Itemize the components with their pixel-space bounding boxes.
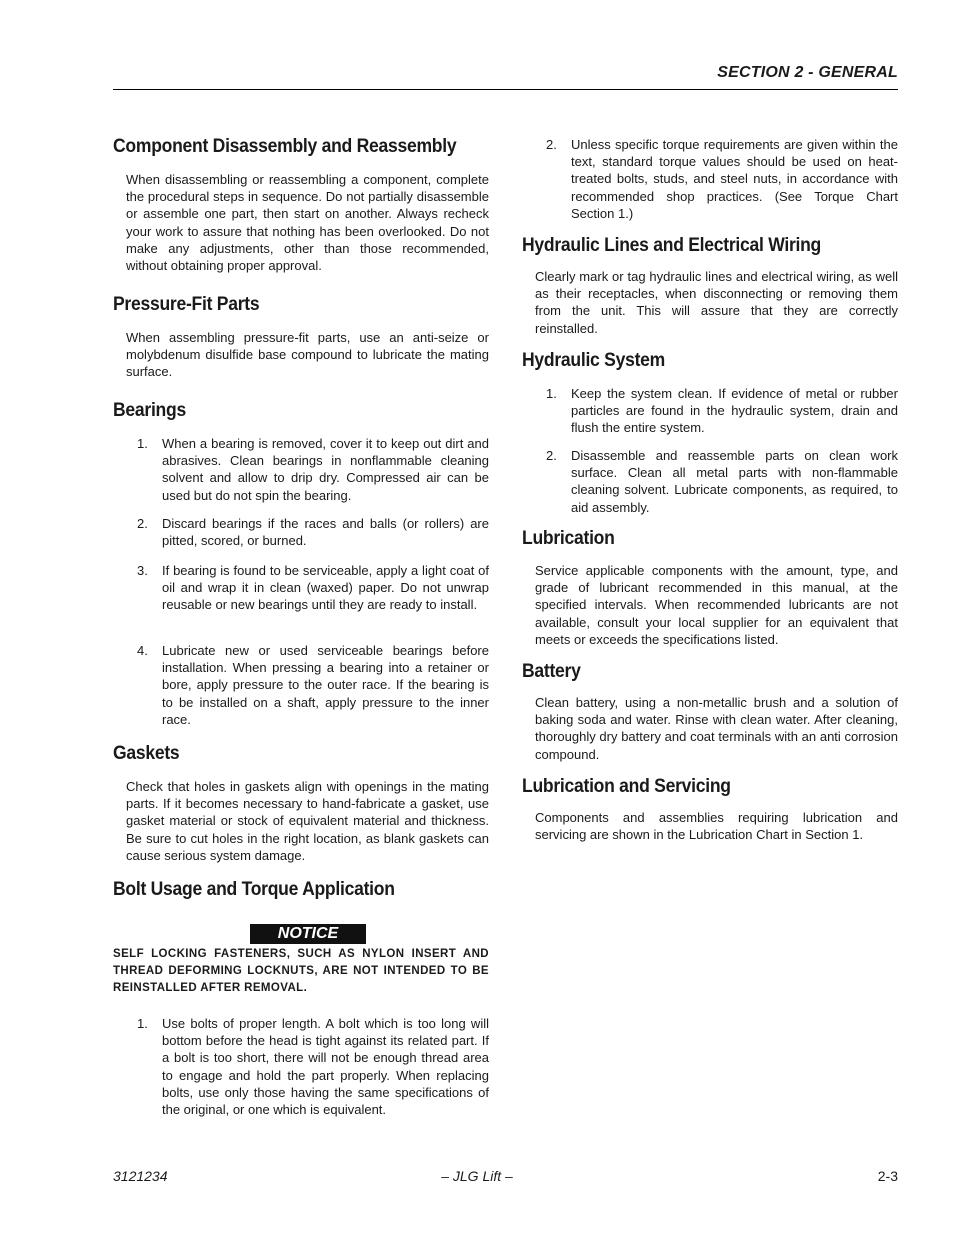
footer-center: – JLG Lift – [441, 1168, 513, 1184]
notice-text: SELF LOCKING FASTENERS, SUCH AS NYLON INSERT AND THREAD DEFORMING LOCKNUTS, ARE NOT INTENDED TO BE REINSTALLED AFTER REMOVAL. [113, 948, 489, 995]
list-number: 2. [546, 448, 557, 463]
list-number: 3. [137, 563, 148, 578]
heading-lube-servicing: Lubrication and Servicing [522, 775, 731, 797]
para-hydraulic-lines: Clearly mark or tag hydraulic lines and electrical wiring, as well as their receptacles, when disconnecting or removing them from the unit. This will assure that they are correctly reinstalled. [535, 269, 898, 336]
heading-hydraulic-lines: Hydraulic Lines and Electrical Wiring [522, 234, 822, 256]
list-number: 4. [137, 643, 148, 658]
footer-page-number: 2-3 [877, 1168, 898, 1184]
heading-bearings: Bearings [113, 399, 186, 421]
heading-disassembly: Component Disassembly and Reassembly [113, 135, 457, 157]
para-disassembly: When disassembling or reassembling a component, complete the procedural steps in sequence. Do not partially disassemble or assemble one part, then start on another. Always recheck your work to assure that nothing has been overlooked. Do not make any adjustments, other than those recommended, without obtaining proper approval. [126, 172, 489, 274]
para-gaskets: Check that holes in gaskets align with openings in the mating parts. If it becomes necessary to hand-fabricate a gasket, use gasket material or stock of equivalent material and thickness. Be sure to cut holes in the right location, as blank gaskets can cause serious system damage. [126, 779, 489, 863]
heading-battery: Battery [522, 660, 581, 682]
list-text: When a bearing is removed, cover it to keep out dirt and abrasives. Clean bearings in nonflammable cleaning solvent and allow to drip dry. Compressed air can be used but do not spin the bearing. [162, 436, 489, 503]
para-battery: Clean battery, using a non-metallic brush and a solution of baking soda and water. Rinse with clean water. After cleaning, thoroughly dry battery and coat terminals with an anti corrosion compound. [535, 695, 898, 762]
heading-bolt-usage: Bolt Usage and Torque Application [113, 878, 395, 900]
list-text: Unless specific torque requirements are given within the text, standard torque values should be used on heat-treated bolts, studs, and steel nuts, in accordance with recommended shop practices. (See Torque Chart Section 1.) [571, 137, 898, 221]
page-header: SECTION 2 - GENERAL [717, 64, 898, 81]
para-pressure-fit: When assembling pressure-fit parts, use an anti-seize or molybdenum disulfide base compound to lubricate the mating surface. [126, 330, 489, 380]
heading-pressure-fit: Pressure-Fit Parts [113, 293, 260, 315]
list-text: Use bolts of proper length. A bolt which is too long will bottom before the head is tight against its related part. If a bolt is too short, there will not be enough thread area to engage and hold the part properly. When replacing bolts, use only those having the same specifications of the original, or one which is equivalent. [162, 1016, 489, 1118]
para-lubrication: Service applicable components with the amount, type, and grade of lubricant recommended in this manual, at the specified intervals. When recommended lubricants are not available, consult your local supplier for an equivalent that meets or exceeds the specifications listed. [535, 563, 898, 647]
list-number: 1. [546, 386, 557, 401]
para-lube-servicing: Components and assemblies requiring lubrication and servicing are shown in the Lubrication Chart in Section 1. [535, 810, 898, 843]
list-text: Keep the system clean. If evidence of metal or rubber particles are found in the hydraulic system, drain and flush the entire system. [571, 386, 898, 436]
list-number: 1. [137, 1016, 148, 1031]
list-text: If bearing is found to be serviceable, apply a light coat of oil and wrap it in clean (waxed) paper. Do not unwrap reusable or new bearings until they are ready to install. [162, 563, 489, 613]
list-text: Disassemble and reassemble parts on clean work surface. Clean all metal parts with non-flammable cleaning solvent. Lubricate components, as required, to aid assembly. [571, 448, 898, 515]
header-rule [113, 89, 898, 90]
notice-label: NOTICE [250, 924, 366, 944]
list-number: 2. [137, 516, 148, 531]
footer-doc-number: 3121234 [113, 1168, 168, 1184]
list-number: 2. [546, 137, 557, 152]
heading-hydraulic-system: Hydraulic System [522, 349, 665, 371]
heading-lubrication: Lubrication [522, 527, 615, 549]
list-text: Discard bearings if the races and balls (or rollers) are pitted, scored, or burned. [162, 516, 489, 549]
list-number: 1. [137, 436, 148, 451]
list-text: Lubricate new or used serviceable bearings before installation. When pressing a bearing into a retainer or bore, apply pressure to the outer race. If the bearing is to be installed on a shaft, apply pressure to the inner race. [162, 643, 489, 727]
heading-gaskets: Gaskets [113, 742, 180, 764]
